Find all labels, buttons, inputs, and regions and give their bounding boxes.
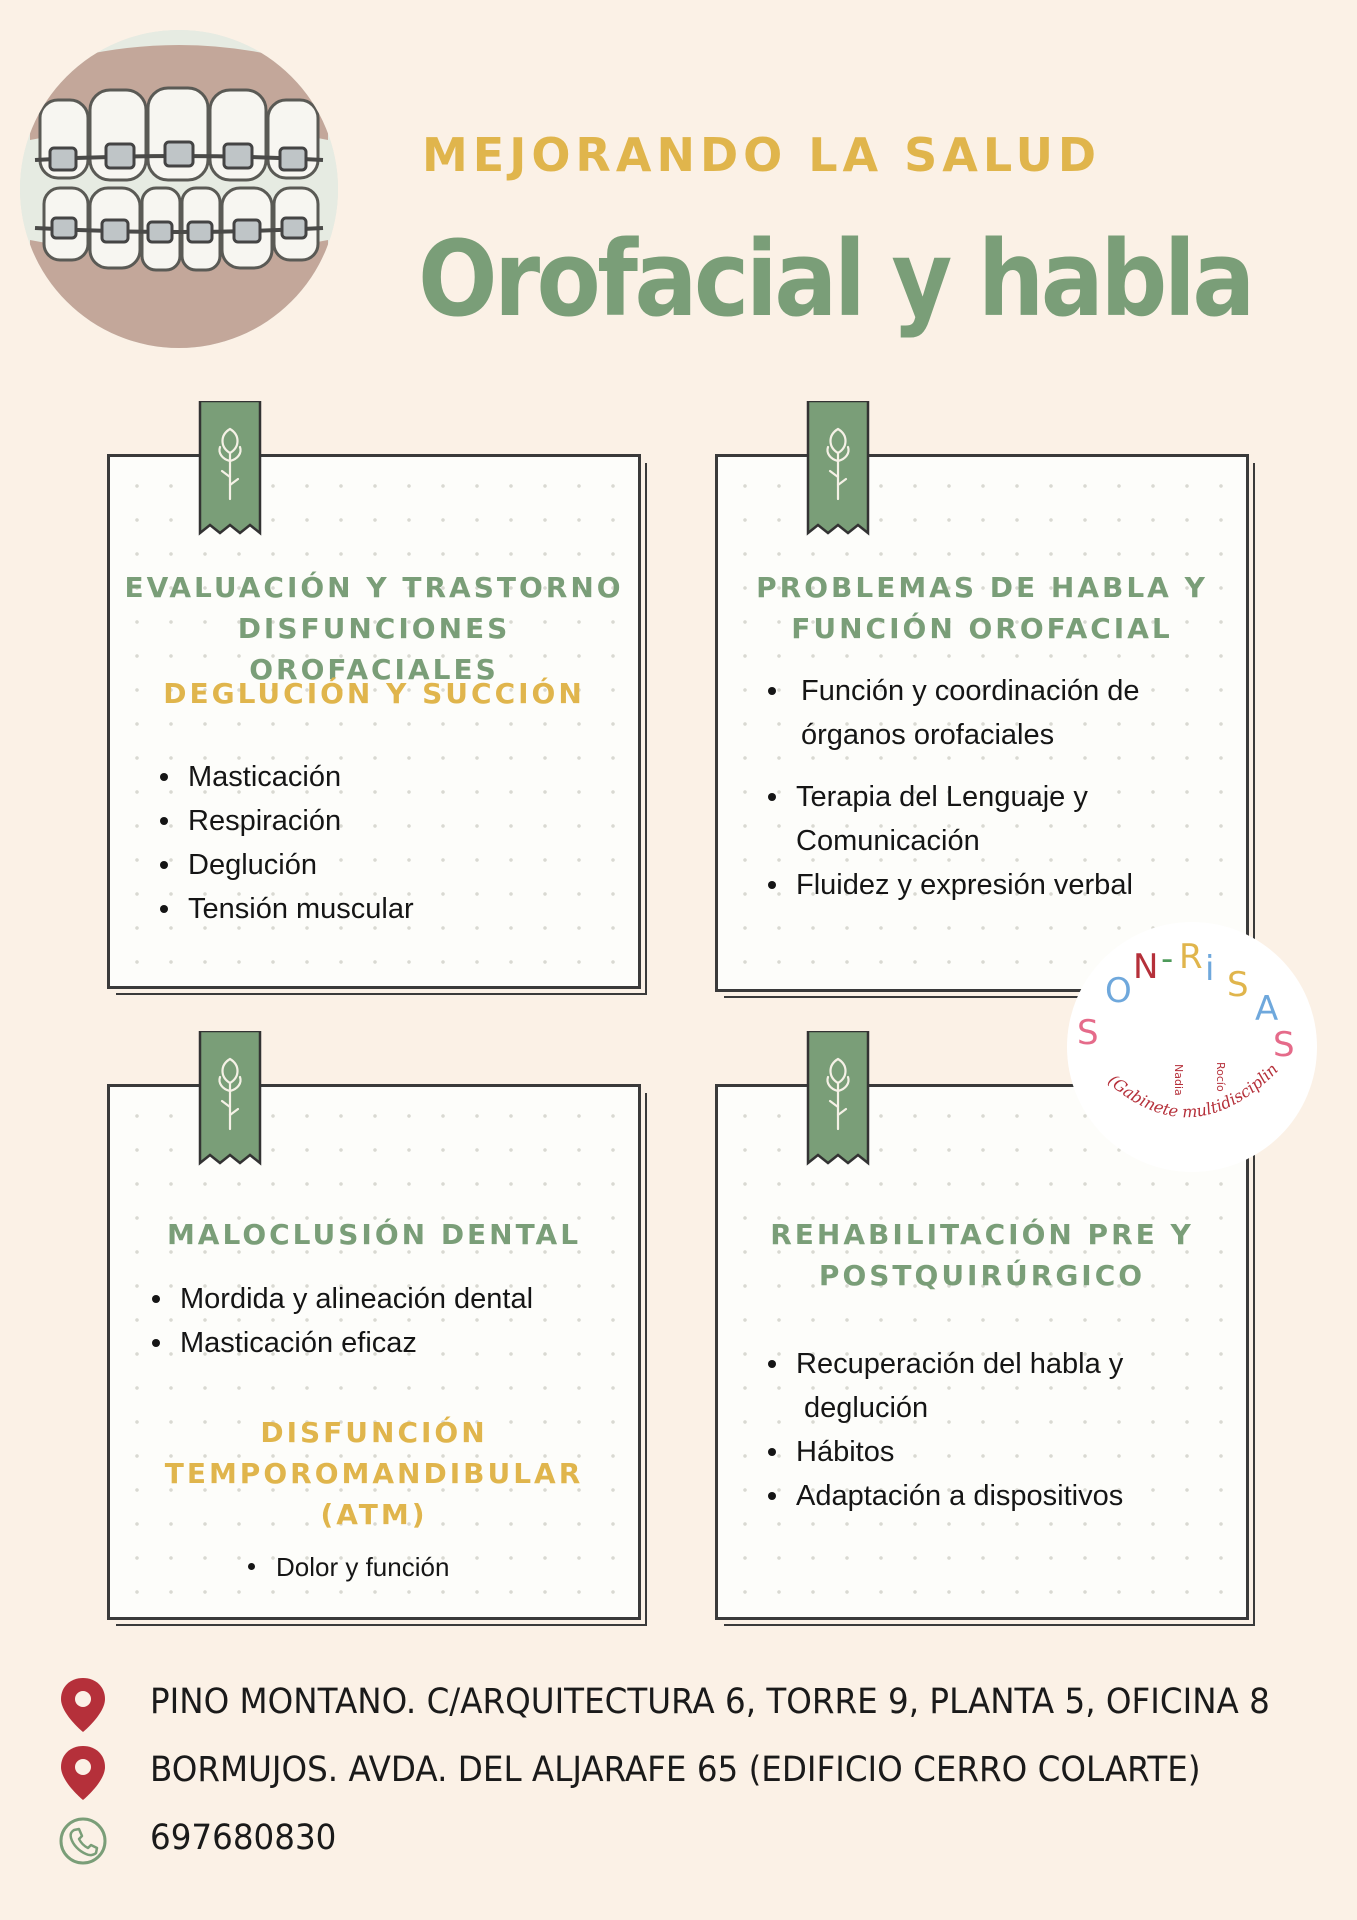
flower-icon xyxy=(806,401,870,541)
list-item: Terapia del Lenguaje y Comunicación xyxy=(763,775,1140,863)
logo-name: Rocío xyxy=(1214,1062,1227,1092)
list-item: Respiración xyxy=(155,799,414,843)
location-pin-icon xyxy=(58,1676,108,1734)
son-risas-logo xyxy=(1067,922,1317,1172)
card-subheading: DEGLUCIÓN Y SUCCIÓN xyxy=(163,677,585,710)
logo-tagline: (Gabinete multidisciplin xyxy=(1104,1059,1282,1122)
logo-letter: - xyxy=(1161,939,1174,979)
flower-icon xyxy=(806,1031,870,1171)
bullet-list xyxy=(763,669,1140,907)
address-bormujos: BORMUJOS. AVDA. DEL ALJARAFE 65 (EDIFICIO CERRO COLARTE) xyxy=(150,1750,1201,1790)
card-subheading: DISFUNCIÓN TEMPOROMANDIBULAR (ATM) xyxy=(164,1416,584,1531)
flower-icon xyxy=(198,1031,262,1171)
list-item: Hábitos xyxy=(763,1430,1123,1474)
list-item: Tensión muscular xyxy=(155,887,414,931)
bullet-list xyxy=(147,1277,533,1365)
bullet-list xyxy=(763,1342,1123,1518)
location-pin-icon xyxy=(58,1744,108,1802)
logo-letter: S xyxy=(1273,1025,1295,1065)
card-problemas-habla xyxy=(715,454,1249,992)
list-item: Deglución xyxy=(155,843,414,887)
card-heading: MALOCLUSIÓN DENTAL xyxy=(166,1218,582,1251)
list-item: Función y coordinación de órganos orofaciales xyxy=(763,669,1140,757)
list-item: Masticación eficaz xyxy=(147,1321,533,1365)
header-kicker: MEJORANDO LA SALUD xyxy=(422,128,1102,182)
braces-teeth-illustration xyxy=(20,30,338,348)
bullet-list xyxy=(243,1545,449,1589)
phone-icon xyxy=(58,1816,108,1866)
card-heading: PROBLEMAS DE HABLA Y FUNCIÓN OROFACIAL xyxy=(756,571,1208,645)
logo-letter: R xyxy=(1179,937,1203,977)
address-pino-montano: PINO MONTANO. C/ARQUITECTURA 6, TORRE 9, PLANTA 5, OFICINA 8 xyxy=(150,1682,1270,1722)
phone-number[interactable]: 697680830 xyxy=(150,1818,337,1858)
logo-letter: O xyxy=(1105,971,1132,1011)
list-item: Dolor y función xyxy=(243,1545,449,1589)
list-item: Fluidez y expresión verbal xyxy=(763,863,1140,907)
logo-letter: i xyxy=(1205,949,1215,989)
bullet-list xyxy=(155,755,414,931)
logo-letter: S xyxy=(1077,1013,1099,1053)
logo-letter: S xyxy=(1227,965,1249,1005)
logo-letter: N xyxy=(1133,947,1159,987)
card-evaluacion xyxy=(107,454,641,989)
page-title: Orofacial y habla xyxy=(418,218,1252,340)
card-maloclusion xyxy=(107,1084,641,1620)
list-item: Mordida y alineación dental xyxy=(147,1277,533,1321)
logo-letter: A xyxy=(1255,989,1279,1029)
list-item: Masticación xyxy=(155,755,414,799)
logo-name: Nadia xyxy=(1172,1064,1185,1096)
card-heading: REHABILITACIÓN PRE Y POSTQUIRÚRGICO xyxy=(770,1218,1194,1292)
list-item: Recuperación del habla y deglución xyxy=(763,1342,1123,1430)
flower-icon xyxy=(198,401,262,541)
list-item: Adaptación a dispositivos xyxy=(763,1474,1123,1518)
card-heading: EVALUACIÓN Y TRASTORNO DISFUNCIONES OROFACIALES xyxy=(124,571,624,686)
